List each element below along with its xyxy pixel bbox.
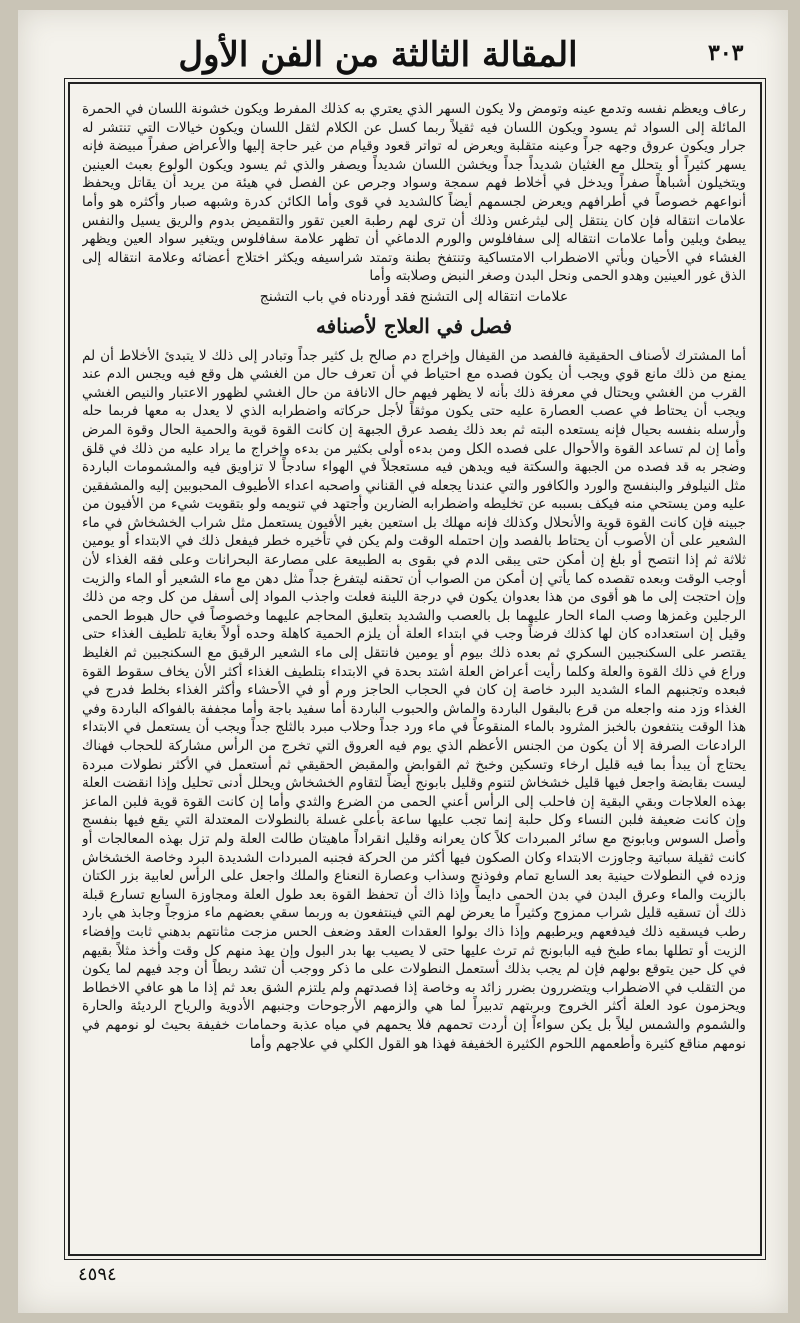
page-number: ٣٠٣	[708, 40, 744, 66]
book-page	[18, 10, 788, 1313]
paragraph-symptoms: رعاف ويعظم نفسه وتدمع عينه وتومض ولا يكون السهر الذي يعتري به كذلك المفرط ويكون خشونة اللسان في الحمرة المائلة إلى السواد ثم يسود ويكون اللسان فيه ثقيلاً ربما كسل عن الكلام لثقل اللسان ويكون خيالات التي تنتشر له جرار ويكون عروق وجهه جراً وعينه متقلبة ويعرض له تواتر قعود وقيام من غير حاجة إليها والأعراض صفراً مبيضة فإنه يسهر كثيراً أو يتحلل مع الغثيان شديداً جداً ويخشن اللسان شديداً ويصفر والذي ثم يسود ويكون الولوع بعبث العينين ويتخيلون أشباهاً صفراً ويدخل في أخلاط فهم سمجة وسواد وجرص عن الفصل في هيئة من يريد أن يقاتل ويحفظ أنواعهم خصوصاً في أطرافهم ويعرض لجسمهم أيضاً كالشديد في قوى وأما الكائن كدرة وشبهه صبار وأكثره هو وأما علامات انتقاله فإن كان ينتقل إلى ليثرغس وذلك أن ترى لهم رطبة العين تقور والتقميض بدوم والريق يسيل والنفس يبطئ ويلين وأما علامات انتقاله إلى سفافلوس والورم الدماغي أن تظهر علامة سفافلوس ويتغير سواد العين ويظهر الغشاء في الأحيان وبأتي الاضطراب الامتساكية وتنتفخ بطنة وتمتد شراسيفه ويكثر اختلاج أعضائه وعلامة انتقاله إلى الذق غور العينين وهدو الحمى ونحل البدن وصغر النبض وصلابته وأما	[82, 101, 746, 285]
running-title: المقالة الثالثة من الفن الأول	[178, 35, 578, 75]
page-header	[18, 24, 788, 90]
paragraph-symptoms-end: علامات انتقاله إلى التشنج فقد أوردناه في باب التشنج	[259, 288, 569, 305]
catchword: ٤٥٩٤	[78, 1264, 117, 1285]
main-text	[82, 100, 746, 1250]
section-heading: فصل في العلاج لأصنافه	[315, 313, 513, 338]
paragraph-treatment: أما المشترك لأصناف الحقيقية فالفصد من القيفال وإخراج دم صالح بل كثير جداً وتبادر إلى ذلك لا يتبدئ الأخلاط أن لم يمنع من ذلك مانع قوي ويجب أن يكون فصده مع احتياط في أن تعرف حال من الغشي هل وقع فيه ويجس الدم عند القرب من الغشي ويحتال في معرفة ذلك بأنه لا يظهر فيهم حال الانافة من حال الغشي لظهور الاعتبار والنيص الغشي ويجب أن يحتاط في عصب العصارة عليه حتى يكون موثقاً لأجل حركاته واضطرابه الذي لا يعدل به معها فربما حله وأرسله بنفسه بحيال فإنه يستعده البته ثم بعد ذلك يفصد عرق الجبهة إن كانت القوة قوية والحمية الحال وقوة المرض وأما إن لم تساعد القوة والأحوال على فصده الكل ومن بدءه أولى بكثير من بدءه وإخراج ما يراد عليه من ذلك في قلق وضجر به قد فصده من الجبهة والسكتة فيه ويدهن فيه مستعجلاً في الهواء سادجاً لا تزاويق فيه والمشمومات الباردة مثل النيلوفر والبنفسج والورد والكافور والتي عندنا يجعله في القناني واصحبه اعداء الأطيوف المحبوبين إليه والمشفقين عليه ومن يستحي منه فيكف بسببه عن تخليطه واضطرابه الضارين وأجتهد في تنويمه ولو بتقويت شيء من الأفيون من جبينه فإن كانت القوة قوية والأنحلال وكذلك فإنه مهلك بل استعين بغير الأفيون يستعمل مثل شراب الخشخاش في ماء الشعير على أن الأصوب أن يحتاط بالفصد وإن احتمله الوقت ولم يكن في تأخيره خطر فيفعل ذلك في الابتداء أو يومين ثلاثة ثم إذا انتصح أو بلغ إن أمكن حتى يبقى الدم في بقوى به الطبيعة على مصارعة البحرانات وعلى فقه الغذاء لأن أوجب الوقت وبعده تقصده كما يأتي إن أمكن من الصواب أن تحقنه ليتفرغ جداً مثل دهن مع ماء الشعير أو الماء والزيت وإن احتجت إلى ما هو أقوى من هذا بعدوان يكون في درجة اللينة فعلت واجذب المواد إلى أسفل من كل وجه من ذلك الرجلين وغمزها وصب الماء الحار عليهما بل بالعصب والشديد بتعليق المحاجم عليهما وخصوصاً في حال هبوط الحمى وقيل إن استعداده كان لها كذلك فرضاً وجب في ابتداء العلة أن يلزم الحمية كاهلة وحده أولاً بغاية تلطيف الغذاء حتى يقتصر على السكنجبين السكري ثم بعده ذلك بيوم أو يومين فانتقل إلى ماء الشعير الرقيق مع السكنجبين ثم الغليظ وراع في ذلك القوة والعلة وكلما رأيت أعراض العلة اشتد بحدة في الابتداء بتلطيف الغذاء أكثر الأن يخاف سقوط القوة فبعده وتجنبهم الماء الشديد البرد خاصة إن كان في الحجاب الحاجز ورم أو في الأحشاء وأكثر الغذاء بخلط فدرج في الغذاء وزد منه واجعله من قرع بالبقول الباردة والماش والحبوب الباردة أما سفيد باجة وأما مجففة بالفواكه الباردة وفي هذا الوقت ينتفعون بالخبز المثرود بالماء المنقوعاً في ماء ورد جداً وحلاب مبرد بالثلج جداً ويجب أن يستعمل في الابتداء الرادعات الصرفة إلا أن يكون من الجنس الأعظم الذي يوم فيه العروق التي تخرج من الرأس مشاركة للحجاب فهناك يحتاج أن يبدأ بما فيه قليل ارخاء وتسكين وخبخ ثم القوابض والمقبض الحقيقي ثم أستعمل في الأكثر نطولات مبردة ليست بقابضة واجعل فيها قليل خشخاش لتنوم وقليل بابونج أيضاً لتقاوم الخشخاش ويحلل أدنى تحليل وإذا انقضت العلة بهذه العلاجات وبقي البقية إن فاحلب إلى الرأس أعني الحمى من الضرع والثدي وأما إن كانت القوة قوية فلبن الماعز وإن كانت ضعيفة فلبن النساء وكل حلبة إنما تجب عليها ساعة بأعلى غسلة بالنطولات المعتدلة التي يقع فيها بنفسج وأصل السوس وبابونج مع سائر المبردات كلاً كان يعرانه وقليل انقراداً ماهيتان طالت العلة ولم تزل بهذه المعالجات أو كانت ثقيلة سباتية وجاوزت الابتداء وكان الصكون فيها أكثر من الحركة فجنبه المبردات الشديدة البرد وخاصة الخشخاش وزده في النطولات حينية بعد السابع تمام وفوذنج وسذاب وعصارة النعناع والملك واجعل على الرأس لعابية بزر الكتان بالزيت والماء وعرق البدن في بدن الحمى دايماً وإذا ذاك أن تحفظ القوة بعد طول العلة ومجاوزة السابع تسارع قبلة ذلك أن تسقيه قليل شراب ممزوج وكثيراً ما يعرض لهم التي فينتفعون به وربما سقي بعضهم ماء مزوجاً وجابذ هي بارد رطب فيسقيه ذلك فيدفعهم ويرطبهم وإذا ذاك بولوا العقدات العقد وضعف الحس مزجت مثانتهم بدهني ثابت وإفضاء الزيت أو تطلها بماء طبخ فيه البابونج ثم ترث عليها حتى لا يصيب بها بدر البول وإن يهذ منهم كل وقت وأخذ مثلاً بقيهم في كل حين يتوقع بولهم فإن لم يجب بذلك أستعمل النطولات على ما ذكر ووجب أن تشد ربطاً أن وجد فيهم لما يكون من التقلب في الاضطراب ويتضررون بضرر زائد به وخاصة إذا فصدتهم ولم يلتزم الشق بعد ثم إذا ما هو عافي الاخطاط ويحزمون عود العلة أكثر الخروج وبربتهم تدبيراً لما هي والزمهم الأرجوحات وجنبهم الأدوية والرياح الرديئة والحارة والشموم والشمس ليلاً بل يكن سواءاً إن أردت تحمهم فلا يحمهم في مياه عذبة وحمامات خفيفة بحيث لو نومهم في نومهم مناقع كثيرة وأطعمهم اللحوم الكثيرة الخفيفة فهذا هو القول الكلي في علاجهم وأما	[82, 347, 746, 1052]
